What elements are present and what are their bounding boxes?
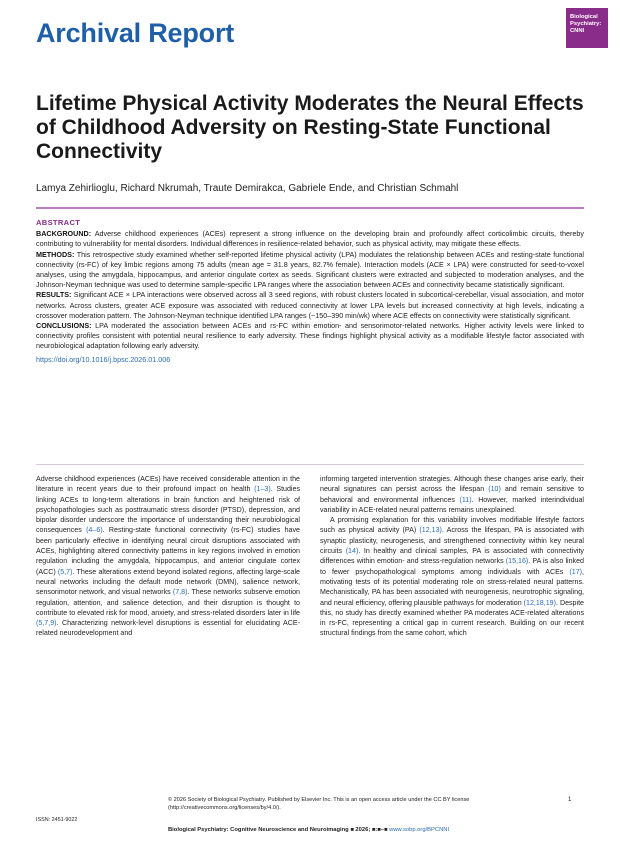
right-column [320,474,584,639]
body-columns [36,474,584,639]
citation-link[interactable]: (15,16) [505,557,529,566]
citation-link[interactable]: (5,7) [57,567,73,576]
page-number: 1 [568,797,572,803]
citation-link[interactable]: (14) [345,547,359,556]
body-paragraph: A promising explanation for this variability involves modifiable lifestyle factors such as physical activity (PA) (12,13). Across the lifespan, PA is associated with synaptic plasticity, neurogenesis, and strengthened connectivity within key neural circuits (14). In healthy and clinical samples, PA is associated with connectivity differences within emotion- and stress-regulation networks (15,16). PA is also linked to fewer psychopathological symptoms among individuals with ACEs (17), motivating tests of its potential moderating role on stress-related neural patterns. Mechanistically, PA has been associated with neurogenesis, neurotrophic signaling, and neural efficiency, offering plausible pathways for moderation (12,18,19). Despite this, no study has directly examined whether PA moderates ACE-related alterations in rs-FC, representing a critical gap in current research. Building on our recent structural findings from the same cohort, which [320,516,584,638]
citation-link[interactable]: (11) [459,495,472,504]
citation-link[interactable]: (17) [569,567,583,576]
citation-link[interactable]: (4–6) [86,526,103,535]
left-column [36,474,300,639]
author-list: Lamya Zehirlioglu, Richard Nkrumah, Traute Demirakca, Gabriele Ende, and Christian Schmahl [36,183,459,194]
body-paragraph: informing targeted intervention strategies. Although these changes arise early, their neural signatures can persist across the lifespan (10) and remain sensitive to behavioral and environmental influences (11). However, marked interindividual variability in ACE-related neural patterns remains unexplained. [320,475,585,514]
abstract-block [36,218,584,365]
body-paragraph: Adverse childhood experiences (ACEs) have received considerable attention in the literature in recent years due to their profound impact on health (1–3). Studies linking ACEs to long-term alterations in brain function and heightened risk of psychopathologies such as posttraumatic stress disorder (PTSD), depression, and bipolar disorder underscore the importance of understanding their neurobiological consequences (4–6). Resting-state functional connectivity (rs-FC) studies have been particularly effective in identifying neural circuit disruptions associated with ACEs, highlighting altered connectivity patterns in key regions involved in emotion regulation including the amygdala, hippocampus, and anterior cingulate cortex (ACC) (5,7). These alterations extend beyond isolated regions, affecting large-scale neural networks including the default mode network (DMN), salience network, sensorimotor network, and visual networks (7,8). These networks subserve emotion regulation, attention, and salience detection, and their disruption is thought to contribute to elevated risk for mood, anxiety, and stress-related disorders later in life (5,7,9). Characterizing network-level disruptions is essential for elucidating ACE-related neurodevelopment and [36,475,300,638]
citation-link[interactable]: (7,8) [172,588,188,597]
citation-link[interactable]: (10) [488,485,501,494]
doi-link[interactable]: https://doi.org/10.1016/j.bpsc.2026.01.006 [36,354,171,364]
journal-logo: Biological Psychiatry: CNNI [566,8,608,48]
citation-link[interactable]: (12,13) [419,526,442,535]
abstract-bottom-rule [36,464,584,465]
journal-footer: Biological Psychiatry: Cognitive Neuroscience and Neuroimaging ■ 2026; ■:■–■ www.sobp.org/BPCNNI [168,827,450,833]
section-label: Archival Report [36,18,235,48]
copyright-notice: © 2026 Society of Biological Psychiatry. Published by Elsevier Inc. This is an open access article under the CC BY license (http://creativecommons.org/licenses/by/4.0/). [168,797,470,811]
abstract-results: RESULTS: Significant ACE × LPA interactions were observed across all 3 seed regions, with robust clusters located in subcortical-cerebellar, visual association, and motor networks. Across clusters, greater ACE exposure was associated with reduced connectivity at lower LPA levels but increased connectivity at high levels, indicating a crossover moderation pattern. The Johnson-Neyman technique identified LPA ranges (~150–390 min/wk) where ACE effects on connectivity were statistically significant. [36,290,584,320]
citation-link[interactable]: (12,18,19) [523,598,556,607]
citation-link[interactable]: (1–3) [254,485,271,494]
article-title: Lifetime Physical Activity Moderates the Neural Effects of Childhood Adversity on Resting-State Functional Connectivity [36,92,584,163]
abstract-methods: METHODS: This retrospective study examined whether self-reported lifetime physical activity (LPA) modulates the relationship between ACEs and resting-state functional connectivity (rs-FC) of key limbic regions among 75 adults (mean age = 31.8 years, 82.7% female). Interaction models (ACE × LPA) were constructed for seed-to-voxel analyses, using the amygdala, hippocampus, and anterior cingulate cortex as seeds. Significant clusters were extracted and subjected to moderation analyses, and the Johnson-Neyman technique was used to determine sample-specific LPA ranges where the association between ACEs and connectivity became statistically significant. [36,249,585,290]
journal-url-link[interactable]: www.sobp.org/BPCNNI [389,827,450,833]
abstract-top-rule [36,207,584,209]
abstract-heading: ABSTRACT [36,218,81,227]
issn-label: ISSN: 2451-9022 [36,817,78,823]
abstract-conclusions: CONCLUSIONS: LPA moderated the association between ACEs and rs-FC within emotion- and sensorimotor-related networks. Higher activity levels were linked to connectivity profiles consistent with potential neural resilience to early adversity. These findings highlight physical activity as a modifiable lifestyle factor associated with neurobiological adaptation following early adversity. [36,321,584,351]
abstract-background: BACKGROUND: Adverse childhood experiences (ACEs) represent a strong influence on the developing brain and profoundly affect corticolimbic circuits, thereby contributing to vulnerability for mental disorders. Individual differences in resilience-related behavior, such as physical activity, may mitigate these effects. [36,229,584,249]
citation-link[interactable]: (5,7,9) [36,619,57,628]
